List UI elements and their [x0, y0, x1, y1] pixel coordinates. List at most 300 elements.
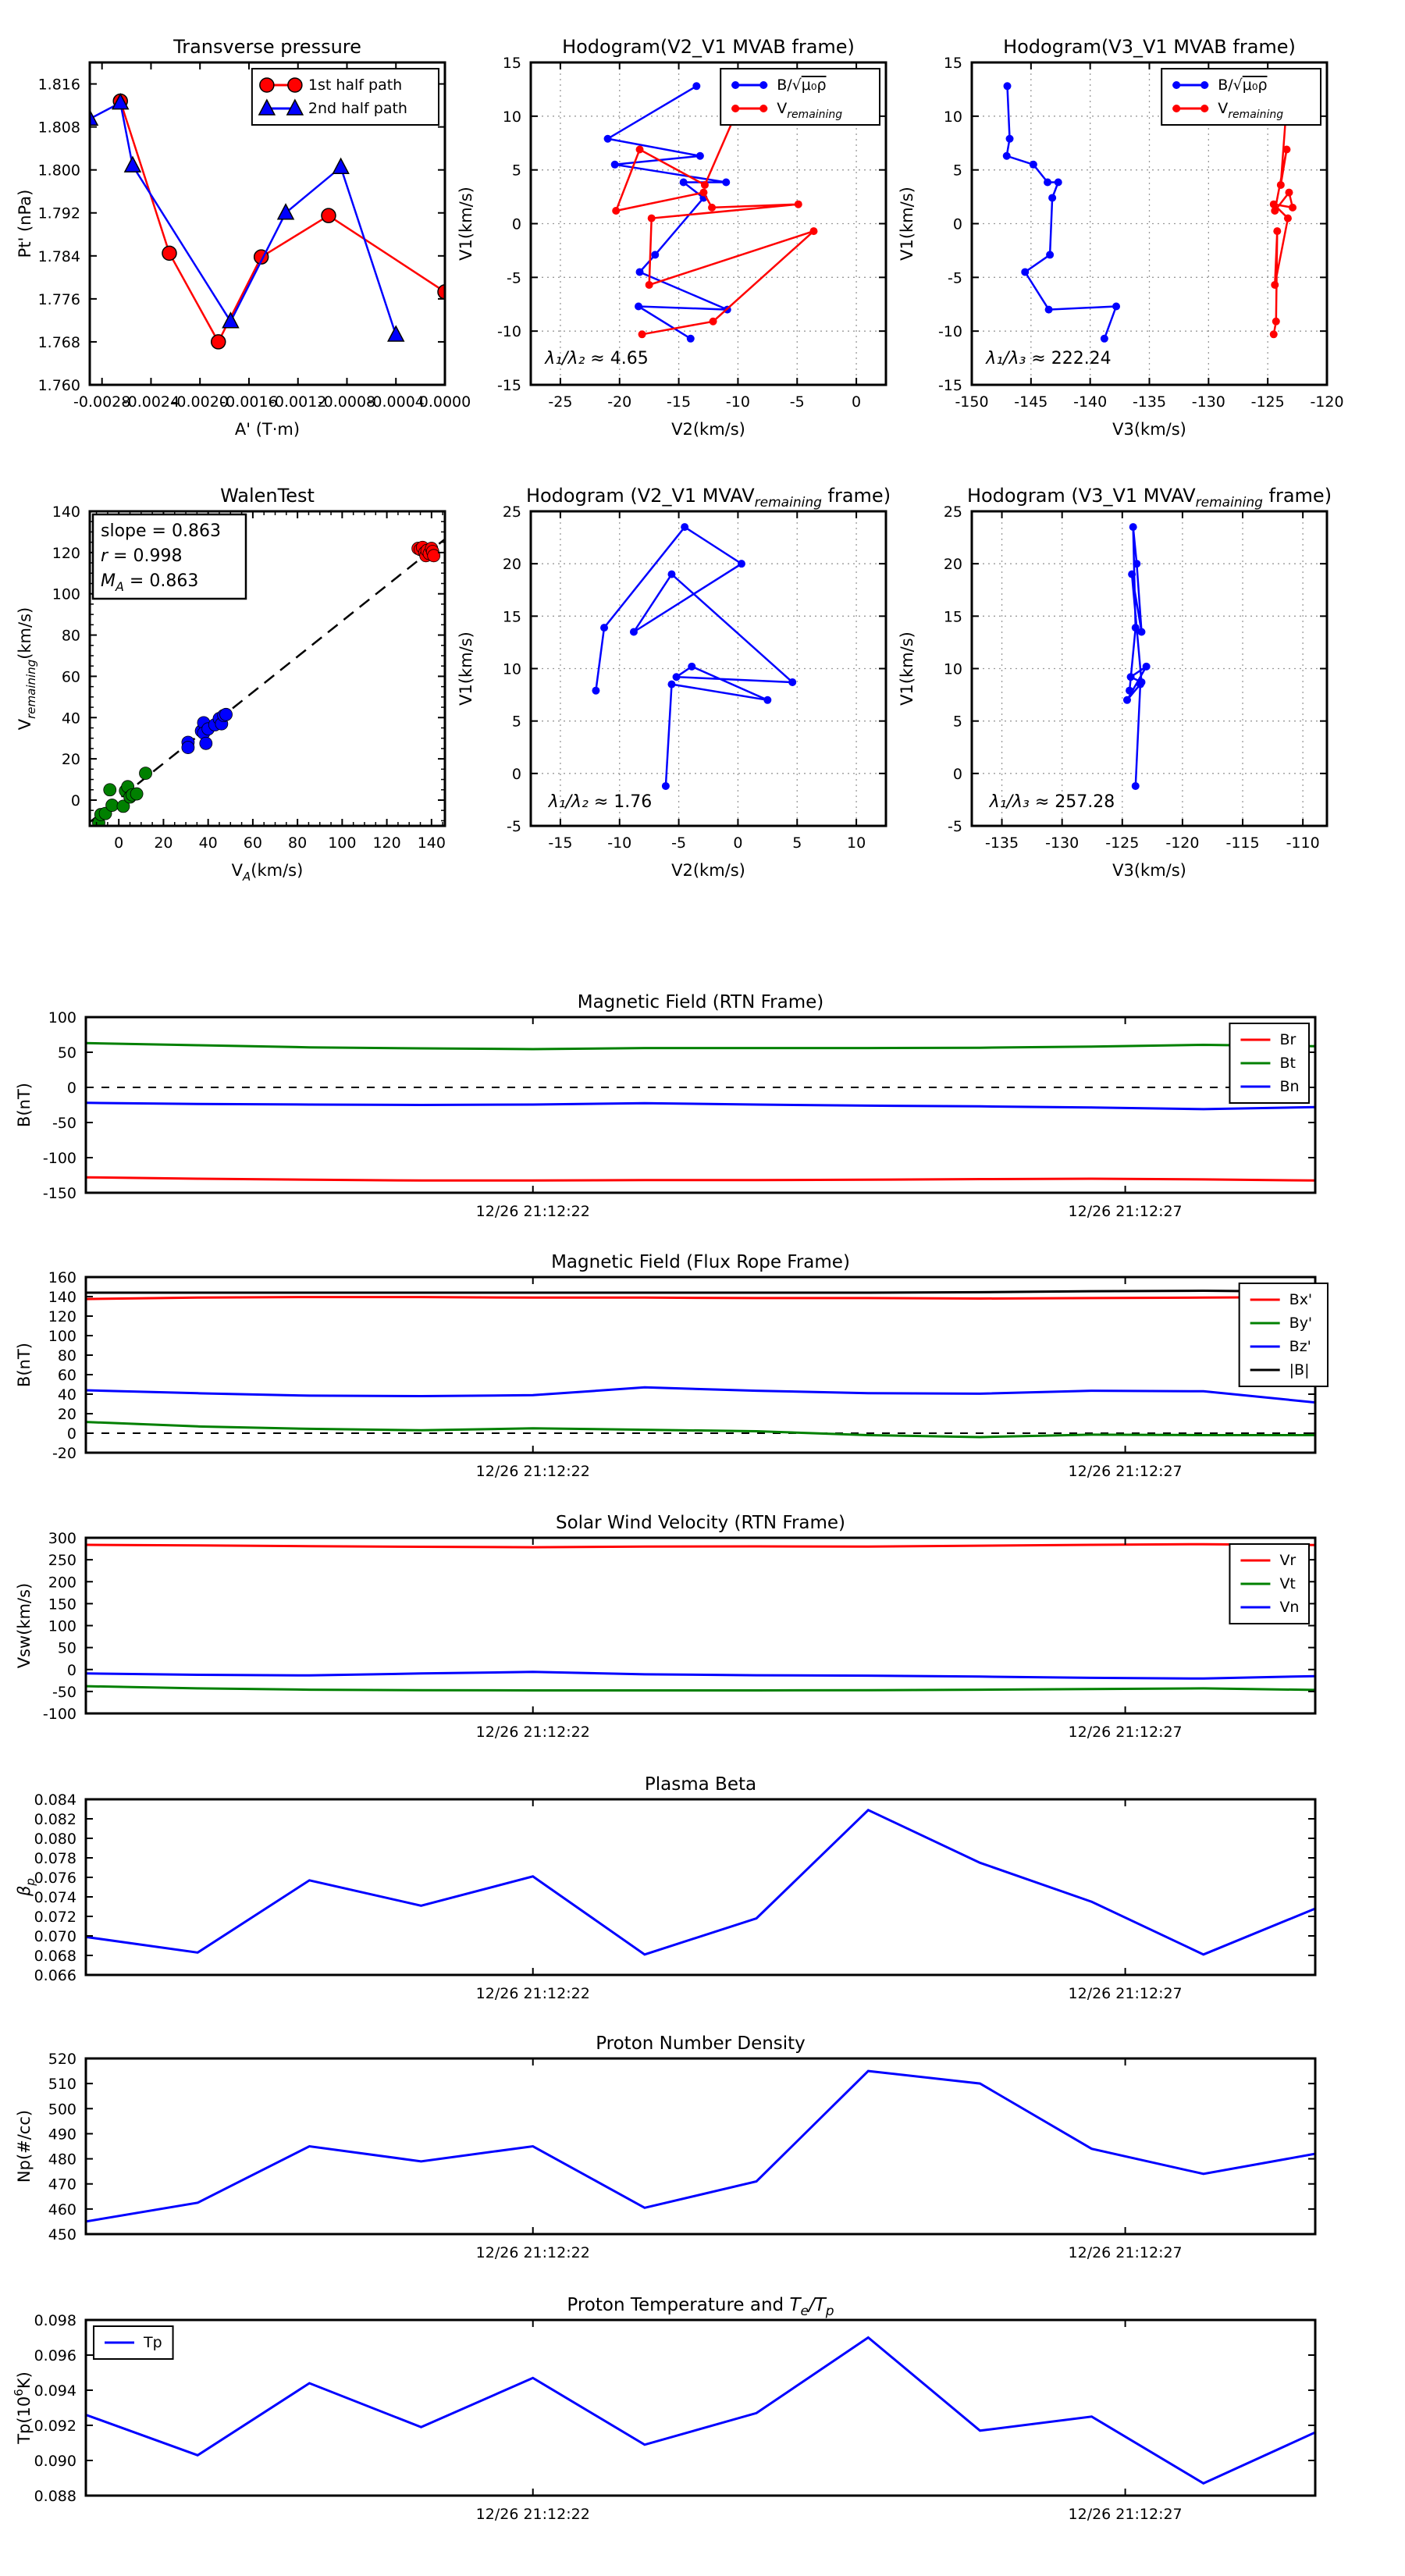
time-tick-label: 12/26 21:12:22	[475, 2506, 590, 2523]
y-axis-label: $\beta_p$	[15, 1878, 37, 1896]
data-point	[322, 208, 336, 222]
y-tick-label: 140	[52, 503, 80, 521]
series-line	[86, 1810, 1315, 1955]
data-point	[182, 742, 194, 754]
y-tick-label: 0.098	[34, 2312, 76, 2329]
series-group	[592, 523, 796, 790]
x-tick-label: -115	[1225, 834, 1260, 852]
x-tick-label: -20	[607, 393, 632, 411]
data-point	[1126, 687, 1133, 695]
data-point	[222, 313, 238, 328]
y-axis-label: V1(km/s)	[457, 632, 475, 706]
series-Bx-	[86, 1297, 1315, 1300]
x-axis-label: V3(km/s)	[1112, 420, 1186, 439]
data-point	[1200, 105, 1208, 112]
series-Bn	[86, 1103, 1315, 1109]
data-point	[710, 318, 717, 326]
series-Np	[86, 2071, 1315, 2222]
y-tick-label: 20	[61, 751, 80, 769]
time-tick-label: 12/26 21:12:22	[475, 1203, 590, 1220]
y-tick-label: -15	[496, 377, 521, 394]
y-tick-label: 0.074	[34, 1889, 76, 1906]
x-tick-label: 0	[852, 393, 862, 411]
y-tick-label: 500	[48, 2101, 76, 2119]
data-point	[1200, 81, 1208, 89]
lambda-annotation: λ₁/λ₂ ≈ 1.76	[548, 792, 653, 812]
y-tick-label: 0.094	[34, 2382, 76, 2400]
series-1st-half-path	[113, 94, 452, 349]
data-point	[1129, 523, 1137, 531]
chart-magnetic-field-rtn	[15, 992, 1315, 1220]
y-tick-label: 100	[48, 1009, 76, 1026]
data-point	[130, 788, 143, 800]
x-tick-label: -110	[1286, 834, 1320, 852]
data-point	[1132, 624, 1140, 632]
legend-label: Bz'	[1289, 1338, 1311, 1355]
series-cluster-low	[92, 767, 151, 829]
series-Vt	[86, 1686, 1315, 1690]
stats-line: r = 0.998	[101, 546, 183, 566]
time-tick-label: 12/26 21:12:27	[1068, 2506, 1183, 2523]
data-point	[611, 161, 619, 169]
x-tick-label: -135	[1132, 393, 1167, 411]
y-tick-label: 490	[48, 2126, 76, 2144]
y-tick-label: -5	[507, 269, 521, 287]
series-Vn	[86, 1672, 1315, 1679]
x-axis-label: V2(km/s)	[671, 420, 745, 439]
y-tick-label: 0	[511, 765, 521, 783]
y-tick-label: 5	[952, 162, 962, 180]
x-tick-label: -135	[984, 834, 1019, 852]
y-tick-label: 100	[52, 585, 80, 603]
y-tick-label: -100	[42, 1150, 76, 1167]
x-axis-label: V3(km/s)	[1112, 861, 1186, 880]
y-tick-label: 10	[943, 660, 962, 678]
series-line	[86, 1387, 1315, 1402]
y-tick-label: -15	[937, 377, 962, 394]
y-tick-label: 5	[952, 713, 962, 731]
data-point	[1003, 152, 1011, 160]
series-line	[86, 1686, 1315, 1690]
data-point	[1045, 306, 1053, 314]
y-tick-label: 15	[502, 608, 521, 626]
y-tick-label: 1.784	[37, 247, 80, 265]
magnetic-field-rtn-title: Magnetic Field (RTN Frame)	[577, 992, 824, 1012]
y-tick-label: 0.076	[34, 1870, 76, 1887]
legend-label: 1st half path	[308, 76, 403, 94]
data-point	[1284, 215, 1292, 222]
x-tick-label: 0	[733, 834, 743, 852]
series-Bt	[86, 1043, 1315, 1049]
legend-label: Bn	[1279, 1078, 1300, 1095]
x-tick-label: -0.0024	[122, 393, 180, 411]
series-cluster-mid	[182, 708, 233, 753]
y-tick-label: 0.078	[34, 1850, 76, 1867]
y-axis-label: V1(km/s)	[457, 187, 475, 261]
x-tick-label: 60	[243, 834, 262, 852]
data-point	[1271, 281, 1279, 289]
x-tick-label: -0.0016	[220, 393, 278, 411]
series-group	[86, 1043, 1315, 1180]
y-tick-label: -100	[42, 1706, 76, 1723]
y-tick-label: 520	[48, 2051, 76, 2068]
walen-test-title: WalenTest	[220, 485, 315, 507]
series-B-alfven	[1003, 82, 1120, 343]
series-Bz-	[86, 1387, 1315, 1402]
y-tick-label: 0.080	[34, 1831, 76, 1848]
data-point	[104, 784, 116, 796]
chart-proton-temperature	[12, 2295, 1315, 2523]
data-point	[1127, 673, 1135, 681]
y-tick-label: 20	[943, 556, 962, 574]
data-point	[667, 681, 675, 688]
series-group	[86, 1544, 1315, 1690]
data-point	[1004, 82, 1012, 90]
data-point	[630, 628, 638, 635]
series-line	[86, 1043, 1315, 1049]
chart-walen-test	[16, 485, 446, 884]
chart-transverse-pressure	[16, 36, 471, 439]
data-point	[428, 550, 440, 562]
y-tick-label: 480	[48, 2151, 76, 2169]
data-point	[636, 268, 644, 276]
y-axis-label: Vsw(km/s)	[15, 1582, 34, 1669]
x-tick-label: -120	[1165, 834, 1200, 852]
data-point	[687, 335, 695, 343]
y-tick-label: 0.090	[34, 2453, 76, 2470]
lambda-annotation: λ₁/λ₃ ≈ 257.28	[989, 792, 1115, 812]
series-cluster-high	[412, 541, 440, 562]
y-tick-label: 1.792	[37, 205, 80, 222]
data-point	[738, 560, 745, 568]
y-tick-label: 60	[57, 1367, 76, 1384]
y-axis-label: B(nT)	[15, 1083, 34, 1127]
chart-hodogram-v3v1-mvav	[898, 485, 1332, 880]
data-point	[759, 105, 767, 112]
series-V-path	[1123, 523, 1151, 790]
data-point	[200, 737, 212, 749]
x-tick-label: 40	[198, 834, 218, 852]
y-tick-label: 0.066	[34, 1967, 76, 1984]
data-point	[763, 696, 771, 704]
legend-label: B/√μ₀ρ	[777, 76, 827, 94]
data-point	[1285, 189, 1293, 197]
y-tick-label: 300	[48, 1530, 76, 1547]
y-tick-label: 1.816	[37, 76, 80, 94]
y-tick-label: 20	[57, 1406, 76, 1423]
x-tick-label: -145	[1014, 393, 1048, 411]
y-tick-label: 5	[511, 162, 521, 180]
lambda-annotation: λ₁/λ₃ ≈ 222.24	[986, 349, 1112, 369]
data-point	[688, 663, 695, 671]
y-tick-label: 25	[502, 503, 521, 521]
y-tick-label: 60	[61, 668, 80, 686]
y-tick-label: -50	[52, 1683, 76, 1701]
data-point	[1172, 105, 1180, 112]
y-tick-label: 0.096	[34, 2347, 76, 2364]
data-point	[701, 181, 709, 189]
series-beta-p	[86, 1810, 1315, 1955]
y-tick-label: 0.088	[34, 2488, 76, 2505]
series-line	[120, 101, 445, 342]
proton-number-density-title: Proton Number Density	[596, 2033, 806, 2054]
y-tick-label: 40	[57, 1386, 76, 1404]
data-point	[681, 523, 688, 531]
hodogram-v3v1-mvab-title: Hodogram(V3_V1 MVAB frame)	[1003, 36, 1296, 58]
x-tick-label: -130	[1045, 834, 1080, 852]
y-axis-label: Np(#/cc)	[15, 2109, 34, 2183]
series-By-	[86, 1422, 1315, 1437]
magnetic-field-flux-rope-title: Magnetic Field (Flux Rope Frame)	[551, 1252, 850, 1272]
y-tick-label: 0.068	[34, 1948, 76, 1965]
data-point	[1112, 303, 1120, 311]
hodogram-v2v1-mvav-title: Hodogram (V2_V1 $MVAV_{remaining}$ frame)	[525, 485, 891, 511]
data-point	[1172, 81, 1180, 89]
chart-magnetic-field-flux-rope	[15, 1252, 1328, 1480]
series-line	[86, 2338, 1315, 2484]
series-line	[86, 1672, 1315, 1679]
y-axis-label: $Tp(10^6K)$	[12, 2371, 34, 2444]
plasma-beta-title: Plasma Beta	[644, 1774, 757, 1795]
x-tick-label: -15	[548, 834, 573, 852]
data-point	[1143, 663, 1151, 671]
data-point	[212, 335, 226, 349]
x-tick-label: -25	[548, 393, 573, 411]
x-tick-label: -5	[671, 834, 687, 852]
x-tick-label: -10	[607, 834, 632, 852]
data-point	[1021, 268, 1029, 276]
x-tick-label: -10	[725, 393, 750, 411]
y-tick-label: 460	[48, 2201, 76, 2218]
time-tick-label: 12/26 21:12:27	[1068, 1724, 1183, 1741]
data-point	[612, 207, 620, 215]
data-point	[278, 205, 293, 219]
y-tick-label: 140	[48, 1289, 76, 1306]
y-tick-label: 0	[66, 1425, 76, 1443]
legend-label: $V_{remaining}$	[1218, 100, 1284, 121]
data-point	[1273, 227, 1281, 235]
legend-label: Vt	[1279, 1575, 1296, 1592]
y-tick-label: 120	[48, 1308, 76, 1325]
legend-label: Bt	[1279, 1055, 1296, 1072]
y-tick-label: 0	[952, 765, 962, 783]
x-tick-label: 5	[792, 834, 802, 852]
x-axis-label: V2(km/s)	[671, 861, 745, 880]
data-point	[1289, 204, 1297, 212]
series-line	[86, 1544, 1315, 1547]
x-tick-label: 20	[154, 834, 173, 852]
data-point	[1132, 782, 1140, 790]
y-tick-label: 1.768	[37, 333, 80, 351]
data-point	[1055, 178, 1062, 186]
legend-label: Bx'	[1289, 1291, 1313, 1308]
chart-hodogram-v2v1-mvav	[457, 485, 891, 880]
data-point	[638, 330, 646, 338]
time-tick-label: 12/26 21:12:22	[475, 1463, 590, 1480]
data-point	[662, 782, 670, 790]
solar-wind-velocity-title: Solar Wind Velocity (RTN Frame)	[555, 1513, 846, 1533]
axes-frame	[86, 1799, 1315, 1975]
y-tick-label: 0.092	[34, 2418, 76, 2435]
axes-frame	[86, 1538, 1315, 1713]
series-line	[86, 2071, 1315, 2222]
data-point	[1101, 335, 1108, 343]
time-tick-label: 12/26 21:12:22	[475, 1724, 590, 1741]
series-V-path	[592, 523, 796, 790]
chart-hodogram-v2v1-mvab	[457, 36, 886, 439]
x-tick-label: 10	[846, 834, 866, 852]
data-point	[646, 281, 653, 289]
x-tick-label: -0.0008	[318, 393, 376, 411]
y-tick-label: 0.082	[34, 1811, 76, 1828]
series-group	[86, 1291, 1315, 1438]
y-tick-label: 1.760	[37, 377, 80, 394]
time-tick-label: 12/26 21:12:27	[1068, 1203, 1183, 1220]
data-point	[699, 189, 707, 197]
series-group	[86, 2071, 1315, 2222]
y-tick-label: 0.072	[34, 1909, 76, 1926]
y-tick-label: 1.800	[37, 162, 80, 180]
y-tick-label: 100	[48, 1617, 76, 1635]
chart-plasma-beta	[15, 1774, 1315, 2002]
data-point	[162, 246, 176, 260]
y-tick-label: -10	[496, 323, 521, 341]
y-tick-label: 0	[70, 792, 80, 809]
data-point	[1137, 678, 1145, 686]
legend-label: 2nd half path	[308, 100, 407, 117]
data-point	[635, 303, 642, 311]
series-|B|	[86, 1291, 1315, 1293]
data-point	[1277, 181, 1285, 189]
legend-label: |B|	[1289, 1361, 1310, 1379]
x-tick-label: -0.0028	[73, 393, 131, 411]
data-point	[333, 158, 349, 173]
chart-solar-wind-velocity	[15, 1513, 1315, 1741]
legend-label: Vr	[1279, 1552, 1297, 1569]
legend-label: By'	[1289, 1315, 1313, 1332]
x-tick-label: 0	[114, 834, 124, 852]
data-point	[731, 81, 739, 89]
series-line	[1007, 86, 1116, 339]
data-point	[722, 178, 730, 186]
data-point	[692, 82, 700, 90]
y-tick-label: 80	[57, 1347, 76, 1364]
y-tick-label: 15	[943, 608, 962, 626]
data-point	[1270, 201, 1278, 208]
y-tick-label: 15	[502, 55, 521, 72]
series-line	[596, 527, 792, 786]
y-axis-label: B(nT)	[15, 1343, 34, 1387]
data-point	[1270, 330, 1278, 338]
y-tick-label: 120	[52, 544, 80, 562]
series-group	[1123, 523, 1151, 790]
x-axis-label: $V_A(km/s)$	[231, 861, 304, 884]
y-tick-label: 25	[943, 503, 962, 521]
legend-label: B/√μ₀ρ	[1218, 76, 1268, 94]
time-tick-label: 12/26 21:12:22	[475, 2244, 590, 2261]
data-point	[592, 687, 599, 695]
series-line	[90, 103, 396, 335]
data-point	[1123, 696, 1131, 704]
y-tick-label: -20	[52, 1445, 76, 1462]
data-point	[1006, 135, 1014, 143]
transverse-pressure-title: Transverse pressure	[173, 36, 361, 58]
x-tick-label: -150	[955, 393, 989, 411]
series-Vr	[86, 1544, 1315, 1547]
x-tick-label: -130	[1191, 393, 1225, 411]
x-tick-label: 80	[288, 834, 308, 852]
data-point	[759, 81, 767, 89]
y-tick-label: 0.070	[34, 1928, 76, 1945]
x-tick-label: -120	[1310, 393, 1344, 411]
x-tick-label: -5	[789, 393, 805, 411]
series-line	[86, 1422, 1315, 1437]
y-tick-label: 80	[61, 627, 80, 645]
data-point	[600, 624, 608, 632]
data-point	[731, 105, 739, 112]
y-tick-label: 0.084	[34, 1791, 76, 1809]
stats-line: $M_A = 0.863$	[101, 571, 199, 594]
y-tick-label: 470	[48, 2176, 76, 2194]
y-tick-label: 150	[48, 1596, 76, 1614]
legend-label: $V_{remaining}$	[777, 100, 843, 121]
hodogram-v2v1-mvab-title: Hodogram(V2_V1 MVAB frame)	[562, 36, 855, 58]
y-tick-label: 1.808	[37, 119, 80, 137]
y-tick-label: -5	[948, 269, 962, 287]
data-point	[795, 201, 802, 208]
x-tick-label: -125	[1250, 393, 1285, 411]
series-line	[86, 1103, 1315, 1109]
y-tick-label: 0	[952, 215, 962, 233]
y-tick-label: 15	[943, 55, 962, 72]
time-tick-label: 12/26 21:12:27	[1068, 1463, 1183, 1480]
y-tick-label: 50	[57, 1044, 76, 1062]
data-point	[651, 251, 659, 258]
y-tick-label: 160	[48, 1269, 76, 1286]
series-line	[86, 1291, 1315, 1293]
data-point	[1044, 178, 1051, 186]
data-point	[1282, 146, 1290, 154]
proton-temperature-title: Proton Temperature and $T_e/T_p$	[567, 2295, 834, 2319]
data-point	[680, 178, 688, 186]
y-tick-label: 10	[502, 660, 521, 678]
series-group	[86, 2338, 1315, 2484]
time-tick-label: 12/26 21:12:27	[1068, 2244, 1183, 2261]
legend-label: Vn	[1279, 1599, 1300, 1616]
legend-label: Br	[1279, 1031, 1297, 1048]
chart-proton-number-density	[15, 2033, 1315, 2261]
y-axis-label: V1(km/s)	[898, 632, 916, 706]
axes-frame	[86, 2058, 1315, 2234]
data-point	[667, 571, 675, 578]
y-tick-label: 250	[48, 1552, 76, 1570]
x-tick-label: -0.0012	[269, 393, 327, 411]
time-tick-label: 12/26 21:12:27	[1068, 1985, 1183, 2002]
y-tick-label: 40	[61, 710, 80, 728]
chart-hodogram-v3v1-mvab	[898, 36, 1344, 439]
x-tick-label: 100	[328, 834, 357, 852]
y-tick-label: -10	[937, 323, 962, 341]
y-tick-label: -5	[948, 818, 962, 835]
y-axis-label: $V_{remaining}(km/s)$	[16, 607, 38, 731]
series-group	[82, 94, 452, 349]
data-point	[288, 78, 302, 92]
y-tick-label: 0	[66, 1661, 76, 1679]
data-point	[809, 227, 817, 235]
x-tick-label: -125	[1105, 834, 1140, 852]
data-point	[1128, 571, 1136, 578]
data-point	[696, 152, 704, 160]
